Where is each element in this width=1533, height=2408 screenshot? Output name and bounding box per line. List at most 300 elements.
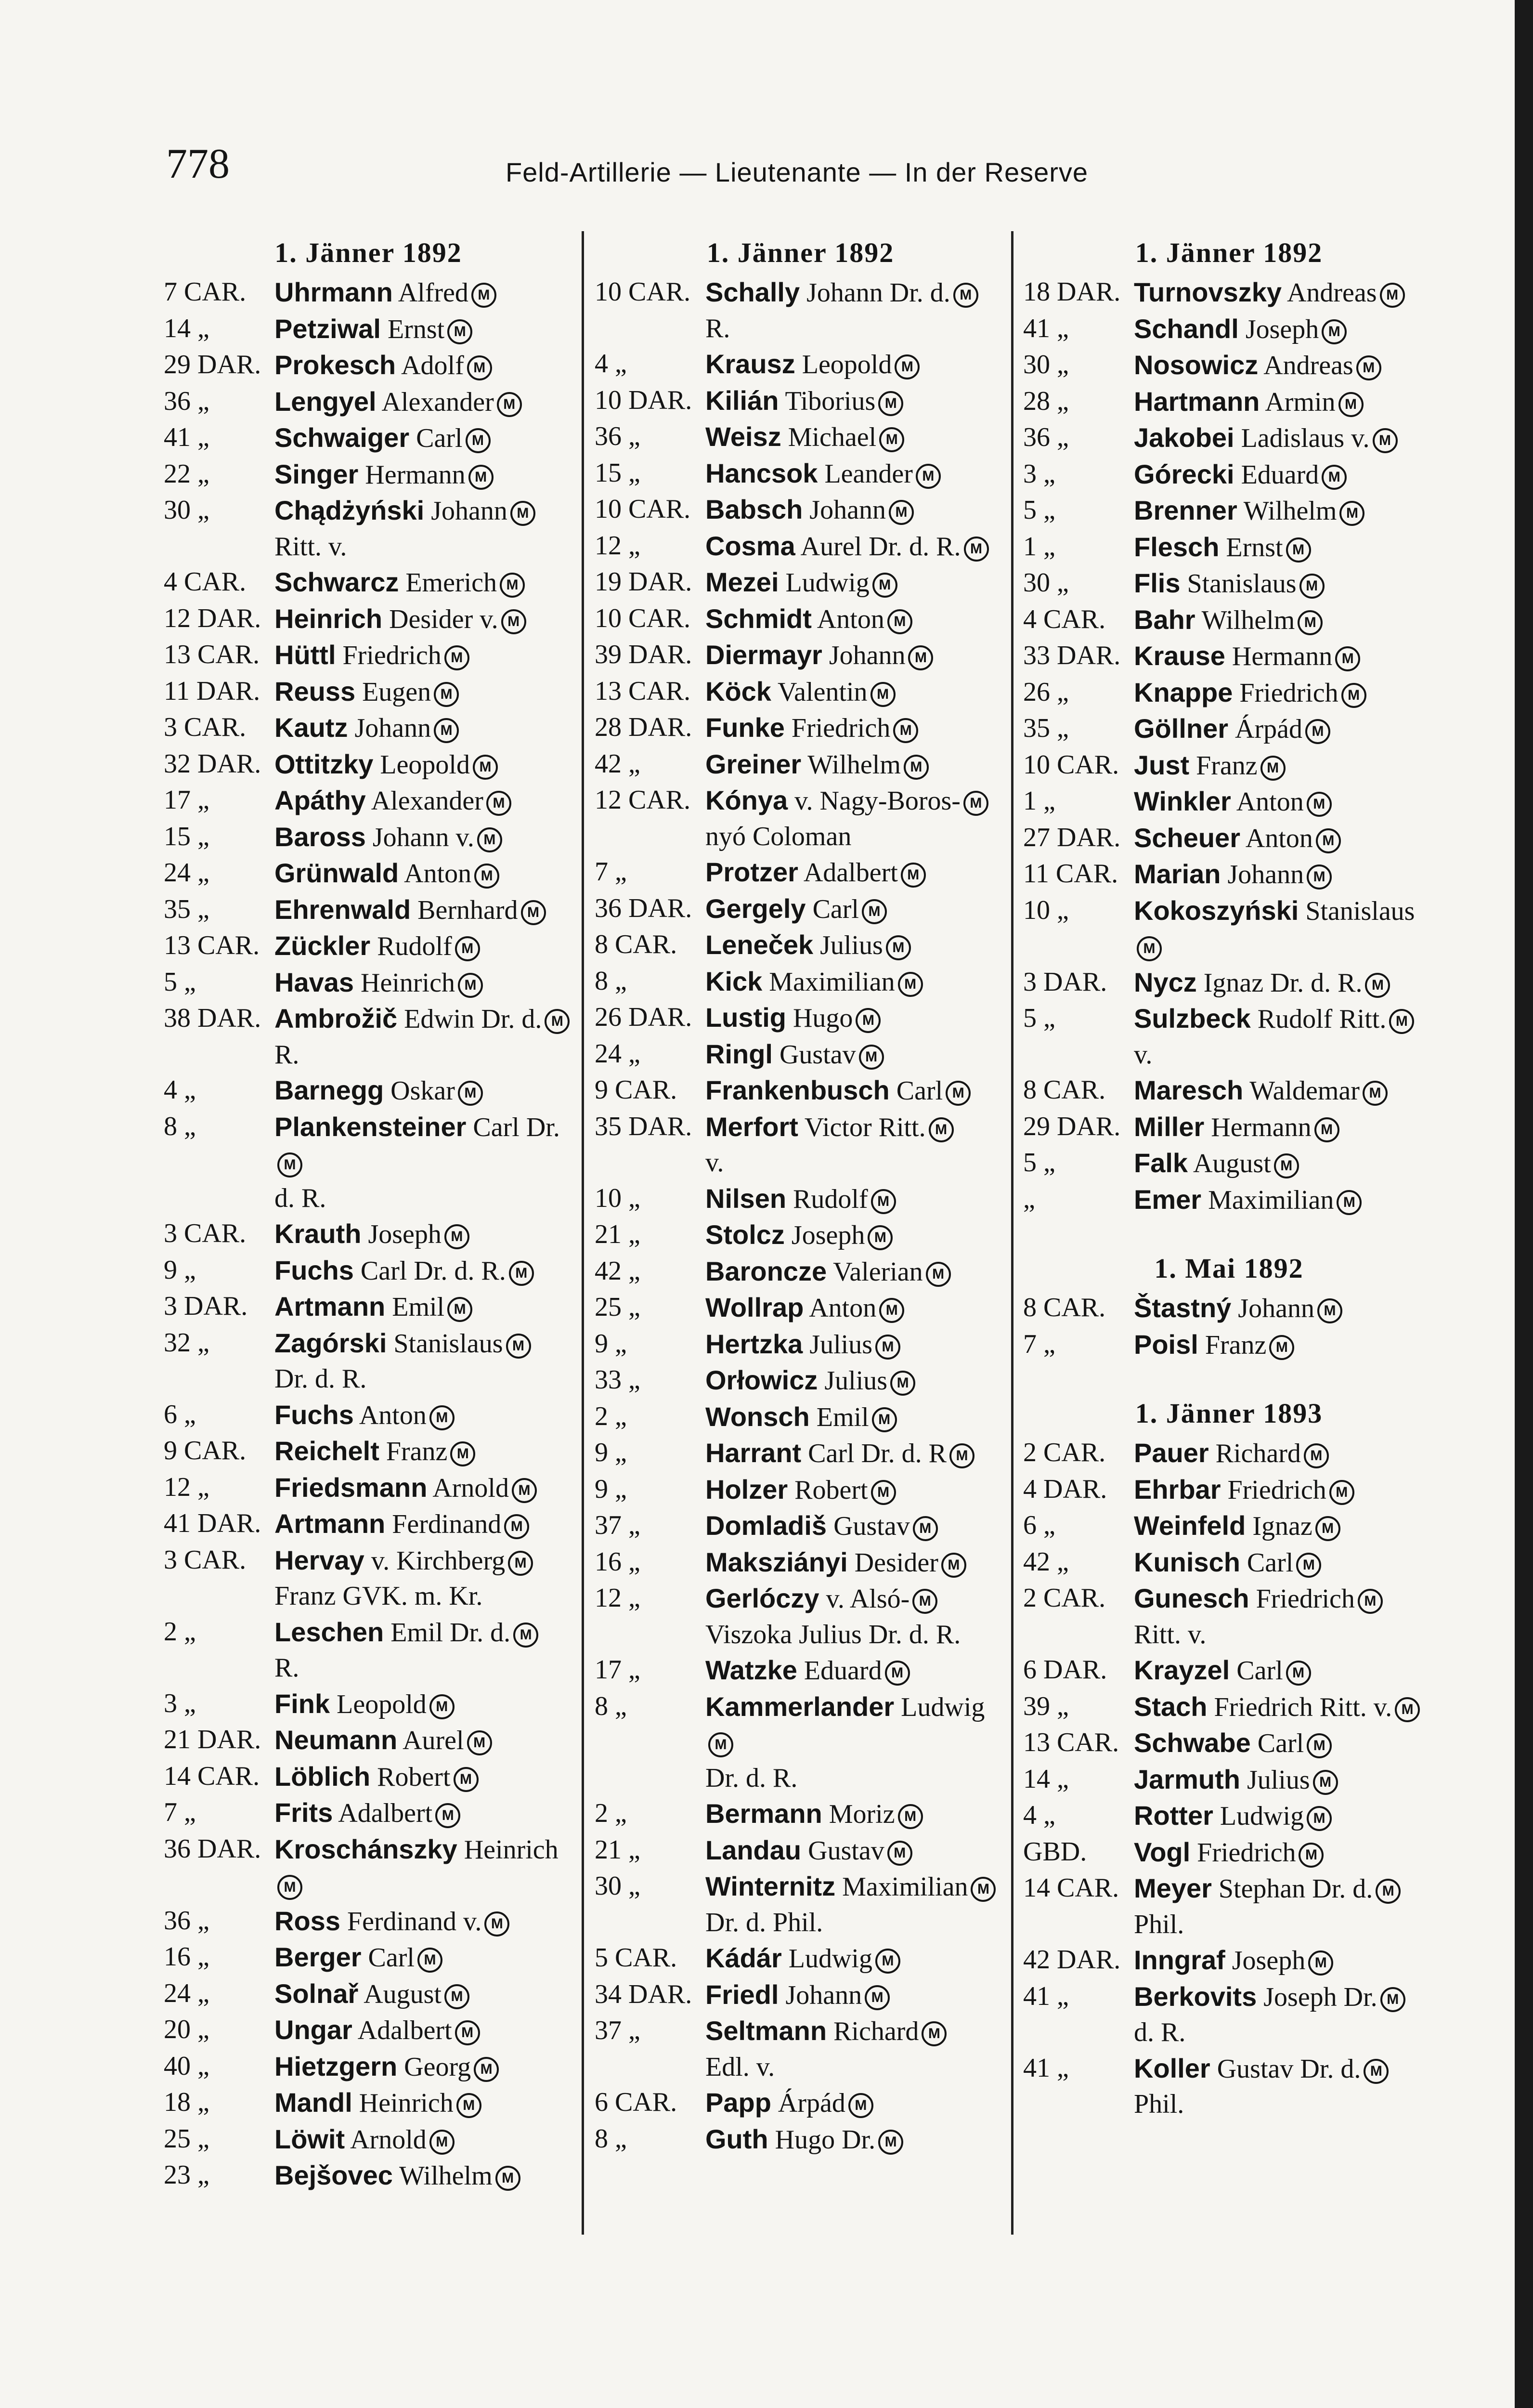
medal-mark-icon: M	[889, 500, 914, 525]
entry-row	[164, 1506, 573, 1543]
entry-given-name: Carl	[1247, 1547, 1294, 1578]
entry-row	[164, 2121, 573, 2158]
entry-surname: Seltmann	[705, 2015, 827, 2046]
entry-unit: 24 „	[164, 1978, 209, 2008]
entry-row	[595, 854, 1006, 891]
entry-unit: 12 „	[595, 1583, 640, 1613]
entry-row	[164, 1470, 573, 1506]
entry-surname: Lustig	[705, 1002, 786, 1033]
entry-text	[705, 2013, 1006, 2050]
entry-surname: Baross	[274, 821, 366, 852]
entry-given-name: Joseph	[1232, 1946, 1306, 1976]
entry-given-name: Friedrich Ritt. v.	[1214, 1692, 1392, 1722]
entry-unit: 42 „	[1023, 1546, 1069, 1577]
entry-given-name: Emil Dr. d.	[390, 1617, 511, 1648]
entry-row	[164, 1759, 573, 1795]
entry-unit: 36 „	[1023, 422, 1069, 452]
entry-continuation: R.	[705, 313, 730, 343]
entry-text	[705, 783, 1006, 819]
entry-row	[595, 927, 1006, 964]
entry-unit: 5 „	[164, 967, 196, 997]
entry-text	[274, 1686, 573, 1723]
medal-mark-icon: M	[512, 1478, 537, 1503]
entry-text	[274, 1216, 573, 1253]
entry-row	[595, 710, 1006, 746]
entry-text	[1134, 275, 1435, 311]
entry-surname: Flis	[1134, 568, 1181, 598]
entry-text	[1134, 311, 1435, 348]
entry-surname: Fink	[274, 1688, 330, 1719]
entry-given-name: Anton	[1245, 823, 1313, 853]
entry-unit: 8 CAR.	[595, 929, 677, 959]
section-heading: 1. Jänner 1892	[274, 237, 462, 268]
entry-unit: 10 CAR.	[1023, 749, 1119, 780]
entry-unit: 7 „	[1023, 1329, 1055, 1359]
medal-mark-icon: M	[1380, 283, 1405, 308]
entry-surname: Berkovits	[1134, 1981, 1257, 2012]
entry-row	[164, 2085, 573, 2121]
entry-unit: 6 CAR.	[595, 2087, 677, 2117]
entry-row	[164, 2158, 573, 2194]
entry-text	[705, 528, 1006, 565]
entry-given-name: Aurel	[403, 1726, 464, 1755]
entry-text	[1134, 1979, 1435, 2015]
entry-given-name: Eugen	[362, 677, 431, 707]
entry-row	[164, 1397, 573, 1434]
entry-row	[1023, 275, 1435, 311]
entry-unit: 32 DAR.	[164, 748, 261, 779]
entry-surname: Ross	[274, 1905, 340, 1936]
entry-given-name: Julius	[824, 1366, 888, 1396]
medal-mark-icon: M	[1299, 1843, 1324, 1868]
medal-mark-icon: M	[1269, 1335, 1294, 1360]
entry-row	[595, 1217, 1006, 1254]
medal-mark-icon: M	[1389, 1009, 1414, 1034]
entry-surname: Koller	[1134, 2053, 1210, 2083]
entry-row	[595, 1508, 1006, 1544]
medal-mark-icon: M	[508, 1551, 533, 1576]
running-head: Feld-Artillerie — Lieutenante — In der Reserve	[505, 157, 1089, 187]
entry-given-name: Friedrich	[342, 641, 442, 670]
entry-row	[595, 1399, 1006, 1436]
entry-row	[164, 564, 573, 601]
entry-surname: Flesch	[1134, 531, 1220, 562]
entry-text	[274, 637, 573, 674]
entry-surname: Zagórski	[274, 1327, 387, 1358]
entry-row	[1023, 2051, 1435, 2087]
entry-given-name: Ferdinand	[392, 1509, 502, 1539]
entry-text	[1134, 1001, 1435, 1037]
entry-row	[595, 1977, 1006, 2014]
entry-surname: Lengyel	[274, 386, 377, 417]
entry-surname: Kilián	[705, 385, 779, 416]
entry-text	[705, 601, 1006, 638]
medal-mark-icon: M	[1313, 1770, 1338, 1795]
entry-row	[1023, 457, 1435, 493]
medal-mark-icon: M	[466, 428, 491, 453]
entry-given-name: Hermann	[1232, 641, 1333, 671]
entry-text	[274, 892, 573, 929]
entry-row	[1023, 1798, 1435, 1834]
entry-surname: Reichelt	[274, 1436, 379, 1466]
entry-text	[274, 1832, 573, 1903]
entry-row	[595, 346, 1006, 383]
entry-surname: Winternitz	[705, 1871, 836, 1901]
medal-mark-icon: M	[444, 1224, 469, 1249]
entry-given-name: Rudolf	[377, 931, 452, 961]
entry-text	[705, 564, 1006, 601]
medal-mark-icon: M	[417, 1948, 442, 1973]
entry-given-name: Carl	[1236, 1656, 1283, 1686]
medal-mark-icon: M	[456, 2093, 481, 2118]
entry-text	[1134, 420, 1435, 457]
entry-given-name: Gustav	[833, 1511, 910, 1541]
entry-surname: Heinrich	[274, 603, 383, 634]
entry-surname: Gerlóczy	[705, 1583, 819, 1613]
entry-text	[705, 1000, 1006, 1036]
medal-mark-icon: M	[509, 1261, 534, 1286]
entry-given-name: Waldemar	[1249, 1076, 1360, 1106]
medal-mark-icon: M	[963, 791, 988, 816]
entry-text	[274, 783, 573, 819]
entry-surname: Babsch	[705, 494, 803, 524]
entry-text	[705, 1073, 1006, 1109]
entry-surname: Krause	[1134, 641, 1225, 671]
entry-unit: 35 „	[1023, 713, 1069, 743]
entry-text	[274, 1976, 573, 2013]
entry-unit: 9 „	[595, 1328, 627, 1359]
entry-unit: 40 „	[164, 2051, 209, 2081]
medal-mark-icon: M	[500, 573, 525, 598]
entry-surname: Wollrap	[705, 1292, 804, 1322]
medal-mark-icon: M	[901, 863, 926, 888]
entry-given-name: Leopold	[802, 350, 892, 380]
entry-unit: 4 CAR.	[1023, 604, 1106, 634]
entry-surname: Weisz	[705, 421, 781, 452]
entry-text	[274, 564, 573, 601]
medal-mark-icon: M	[886, 935, 911, 960]
entry-surname: Rotter	[1134, 1800, 1213, 1831]
entry-row	[164, 493, 573, 529]
medal-mark-icon: M	[878, 2130, 903, 2155]
entry-row	[164, 420, 573, 457]
entry-given-name: Hugo Dr.	[775, 2124, 876, 2155]
entry-row	[1023, 1652, 1435, 1689]
entry-surname: Krauth	[274, 1218, 362, 1249]
entry-surname: Protzer	[705, 857, 798, 887]
entry-row	[595, 383, 1006, 419]
entry-given-name: Wilhelm	[1243, 496, 1337, 526]
entry-surname: Scheuer	[1134, 822, 1240, 853]
entry-row	[1023, 893, 1435, 965]
entry-surname: Solnař	[274, 1978, 359, 2009]
entry-unit: 2 „	[595, 1401, 627, 1431]
entry-surname: Emer	[1134, 1184, 1202, 1215]
medal-mark-icon: M	[848, 2093, 873, 2118]
entry-surname: Weinfeld	[1134, 1510, 1246, 1541]
entry-given-name: Ignaz	[1252, 1511, 1312, 1541]
entry-text	[1134, 638, 1435, 675]
entry-row	[1023, 965, 1435, 1001]
entry-row	[164, 637, 573, 674]
medal-mark-icon: M	[434, 718, 459, 743]
entry-text	[1134, 1508, 1435, 1544]
entry-surname: Orłowicz	[705, 1365, 818, 1395]
entry-unit: 14 „	[164, 313, 209, 343]
entry-row	[1023, 602, 1435, 639]
entry-surname: Ehrenwald	[274, 894, 411, 925]
entry-unit: 10 „	[1023, 895, 1069, 925]
entry-text	[1134, 1689, 1435, 1726]
medal-mark-icon: M	[455, 936, 480, 961]
entry-text	[274, 311, 573, 348]
medal-mark-icon: M	[916, 464, 941, 489]
entry-surname: Kammerlander	[705, 1691, 895, 1722]
entry-given-name: Emerich	[405, 568, 497, 598]
entry-row	[595, 1869, 1006, 1905]
entry-surname: Krayzel	[1134, 1655, 1230, 1685]
column-3	[1023, 231, 1435, 2122]
entry-text	[705, 1109, 1006, 1146]
entry-row	[595, 1581, 1006, 1617]
entry-row	[595, 528, 1006, 565]
entry-row	[595, 1832, 1006, 1869]
entry-unit: 3 CAR.	[164, 1544, 247, 1575]
entry-given-name: Alexander	[371, 786, 483, 816]
entry-surname: Leschen	[274, 1616, 384, 1647]
entry-unit: 38 DAR.	[164, 1003, 261, 1033]
medal-mark-icon: M	[875, 1335, 900, 1360]
entry-unit: 6 DAR.	[1023, 1655, 1107, 1685]
medal-mark-icon: M	[912, 1589, 937, 1614]
medal-mark-icon: M	[1316, 828, 1341, 853]
entry-given-name: Ernst	[387, 314, 445, 344]
entry-text	[1134, 1871, 1435, 1907]
entry-surname: Kokoszyński	[1134, 895, 1299, 926]
entry-text	[705, 1290, 1006, 1326]
medal-mark-icon: M	[429, 1405, 455, 1430]
entry-unit: 1 „	[1023, 531, 1055, 562]
entry-text	[274, 1903, 573, 1940]
entry-text	[1134, 565, 1435, 602]
entry-row	[1023, 1725, 1435, 1762]
medal-mark-icon: M	[879, 427, 904, 452]
entry-given-name: Johann v.	[372, 822, 474, 852]
entry-given-name: Eduard	[804, 1656, 882, 1686]
entry-text	[705, 1326, 1006, 1363]
entry-text	[1134, 711, 1435, 747]
entry-surname: Maresch	[1134, 1075, 1244, 1105]
entry-surname: Barnegg	[274, 1075, 384, 1105]
entry-row	[595, 2085, 1006, 2121]
medal-mark-icon: M	[1363, 1081, 1388, 1106]
entry-given-name: Johann	[829, 641, 906, 670]
entry-row	[1023, 1689, 1435, 1726]
entry-text	[274, 1795, 573, 1832]
entry-text	[274, 1433, 573, 1470]
entry-surname: Gergely	[705, 893, 806, 924]
entry-continuation: R.	[274, 1653, 299, 1683]
entry-unit: 30 „	[1023, 568, 1069, 598]
entry-given-name: Franz	[1196, 750, 1258, 781]
entry-row	[1023, 1581, 1435, 1617]
entry-unit: 25 „	[164, 2123, 209, 2154]
entry-row	[1023, 493, 1435, 529]
medal-mark-icon: M	[444, 645, 469, 670]
entry-unit: 28 „	[1023, 386, 1069, 416]
entry-unit: 35 „	[164, 894, 209, 924]
entry-given-name: Moriz	[829, 1799, 895, 1829]
entry-given-name: Franz	[386, 1437, 448, 1466]
entry-text	[1134, 1581, 1435, 1617]
entry-given-name: Heinrich	[361, 968, 455, 998]
entry-row	[1023, 1145, 1435, 1182]
entry-row	[1023, 1544, 1435, 1581]
entry-unit: 3 CAR.	[164, 1218, 247, 1248]
entry-surname: Hüttl	[274, 640, 336, 670]
entry-given-name: Hermann	[1211, 1112, 1312, 1142]
entry-text	[274, 1614, 573, 1651]
entry-surname: Brenner	[1134, 495, 1237, 525]
entry-row	[164, 1001, 573, 1037]
medal-mark-icon: M	[450, 1441, 475, 1466]
medal-mark-icon: M	[865, 1985, 890, 2010]
entry-surname: Bahr	[1134, 604, 1195, 635]
entry-surname: Ringl	[705, 1038, 773, 1069]
entry-given-name: Rudolf Ritt.	[1257, 1004, 1387, 1034]
medal-mark-icon: M	[871, 1480, 896, 1505]
entry-text	[1134, 1725, 1435, 1762]
entry-given-name: Adolf	[401, 351, 464, 380]
entry-text	[1134, 1290, 1435, 1327]
entry-row	[595, 1073, 1006, 1109]
entry-surname: Landau	[705, 1834, 802, 1865]
entry-text	[705, 2085, 1006, 2121]
section-gap	[1023, 1363, 1435, 1392]
entry-text	[1134, 2051, 1435, 2087]
medal-mark-icon: M	[1356, 355, 1381, 380]
entry-text	[274, 1759, 573, 1795]
medal-mark-icon: M	[447, 319, 472, 344]
entry-given-name: Ludwig	[901, 1692, 985, 1722]
entry-row	[1023, 856, 1435, 893]
entry-unit: 15 „	[595, 458, 640, 488]
entry-unit: 3 DAR.	[1023, 967, 1107, 997]
entry-surname: Zückler	[274, 930, 371, 961]
entry-unit: 24 „	[164, 858, 209, 888]
entry-row	[595, 1689, 1006, 1761]
medal-mark-icon: M	[1322, 465, 1347, 490]
entry-surname: Fuchs	[274, 1399, 354, 1430]
entry-unit: 6 „	[1023, 1510, 1055, 1540]
entry-surname: Nilsen	[705, 1183, 787, 1214]
entry-unit: 37 „	[595, 2015, 640, 2045]
entry-row	[164, 1289, 573, 1325]
entry-given-name: Victor Ritt.	[804, 1112, 926, 1142]
entry-row	[1023, 1182, 1435, 1218]
entry-text	[274, 457, 573, 493]
entry-text	[1134, 1073, 1435, 1109]
entry-given-name: Friedrich	[791, 713, 891, 743]
entry-unit: 39 „	[1023, 1691, 1069, 1721]
entry-surname: Frits	[274, 1797, 333, 1828]
entry-unit: 5 „	[1023, 495, 1055, 525]
entry-given-name: Alexander	[381, 387, 494, 417]
entry-row	[164, 384, 573, 420]
entry-surname: Guth	[705, 2123, 768, 2154]
entry-given-name: Emil	[816, 1402, 869, 1432]
entry-row	[595, 1326, 1006, 1363]
medal-mark-icon: M	[908, 645, 933, 670]
medal-mark-icon: M	[1341, 683, 1366, 708]
entry-given-name: Rudolf	[793, 1184, 868, 1214]
entry-continuation: Phil.	[1134, 1909, 1184, 1939]
entry-row	[595, 419, 1006, 456]
entry-surname: Krausz	[705, 349, 795, 379]
entry-given-name: Armin	[1265, 387, 1336, 417]
entry-given-name: Johann	[1227, 860, 1304, 890]
entry-unit: 3 „	[1023, 458, 1055, 489]
section-gap	[1023, 1218, 1435, 1247]
entry-row	[595, 456, 1006, 492]
entry-unit: 25 „	[595, 1292, 640, 1322]
entry-given-name: Anton	[1236, 787, 1304, 817]
entry-unit: 32 „	[164, 1327, 209, 1358]
medal-mark-icon: M	[871, 1189, 896, 1214]
entry-row	[164, 1109, 573, 1181]
medal-mark-icon: M	[277, 1152, 302, 1178]
entry-surname: Mezei	[705, 567, 779, 597]
medal-mark-icon: M	[872, 1407, 897, 1432]
entry-row	[1023, 529, 1435, 566]
medal-mark-icon: M	[887, 1841, 912, 1866]
entry-row	[1023, 420, 1435, 457]
medal-mark-icon: M	[926, 1262, 951, 1287]
entry-row	[595, 1254, 1006, 1290]
entry-given-name: Leopold	[337, 1689, 427, 1719]
entry-text	[274, 1325, 573, 1362]
medal-mark-icon: M	[856, 1008, 881, 1033]
medal-mark-icon: M	[1304, 1443, 1329, 1468]
entry-given-name: Leopold	[380, 749, 470, 780]
entry-unit: 26 „	[1023, 677, 1069, 707]
entry-text	[274, 1506, 573, 1543]
entry-unit: 36 DAR.	[164, 1833, 261, 1864]
entry-row	[1023, 1073, 1435, 1109]
medal-mark-icon: M	[1335, 646, 1360, 671]
entry-row	[1023, 1871, 1435, 1907]
entry-row	[164, 855, 573, 892]
entry-unit: 4 „	[164, 1075, 196, 1105]
entry-surname: Singer	[274, 458, 359, 489]
entry-text	[274, 2121, 573, 2158]
entry-row	[1023, 1834, 1435, 1871]
entry-surname: Reuss	[274, 676, 356, 707]
entry-given-name: Carl	[812, 894, 859, 924]
entry-text	[1134, 1652, 1435, 1689]
medal-mark-icon: M	[458, 1081, 483, 1106]
entry-given-name: August	[1193, 1149, 1271, 1178]
entry-given-name: Hugo	[792, 1003, 853, 1033]
entry-row	[164, 1253, 573, 1289]
entry-row	[595, 1435, 1006, 1472]
entry-text	[274, 928, 573, 965]
entry-given-name: Eduard	[1241, 459, 1319, 490]
entry-row	[1023, 1472, 1435, 1508]
entry-row	[595, 674, 1006, 710]
entry-unit: 14 CAR.	[164, 1761, 260, 1791]
entry-given-name: Ignaz Dr. d. R.	[1203, 968, 1363, 998]
